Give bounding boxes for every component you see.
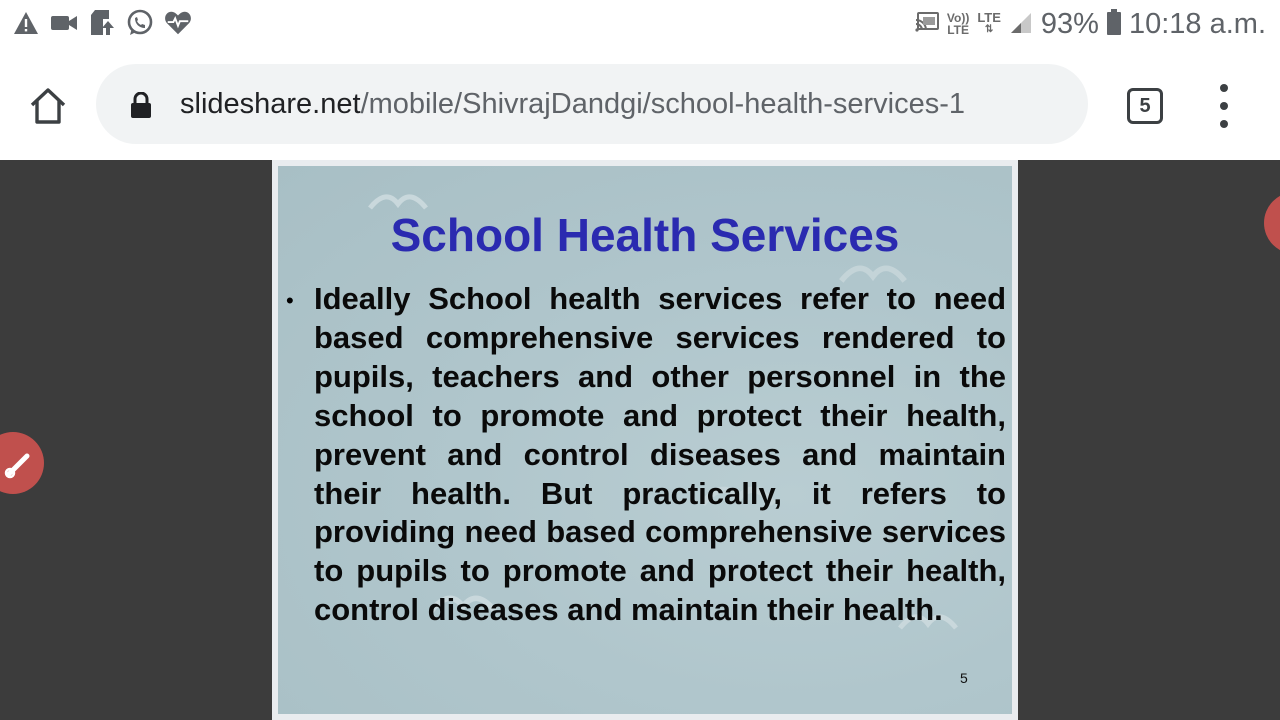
slide-page-number: 5 — [960, 670, 968, 686]
video-camera-icon — [50, 9, 78, 37]
volte-label: Vo)) — [946, 11, 970, 25]
signal-icon — [1009, 10, 1033, 39]
slide-frame — [272, 160, 1018, 720]
slide[interactable] — [278, 166, 1012, 714]
whatsapp-icon — [126, 9, 154, 37]
slide-body-text: Ideally School health services refer to need based comprehensive services rendered to pupils, teachers and other personnel in the school to promote and protect their health, prevent and control diseases and maintain their health. But practically, it refers to providing need based comprehensive services to pupils to promote and protect their health, control diseases and maintain their health. — [314, 281, 1006, 628]
url-path: /mobile/ShivrajDandgi/school-health-services-1 — [360, 88, 966, 120]
cast-icon — [915, 11, 939, 38]
warning-icon — [12, 9, 40, 37]
clock: 10:18 a.m. — [1128, 7, 1266, 40]
battery-percent: 93% — [1040, 7, 1099, 40]
status-bar — [0, 0, 1280, 48]
menu-dot-icon — [1220, 120, 1228, 128]
tab-count: 5 — [1139, 94, 1151, 117]
bullet-icon: • — [286, 288, 294, 313]
lte-indicator — [977, 12, 1001, 36]
battery-icon — [1107, 9, 1121, 40]
tab-switcher-button[interactable] — [1127, 88, 1163, 124]
more-options-button[interactable] — [1208, 84, 1240, 128]
url-text[interactable] — [180, 86, 1068, 126]
edit-button[interactable] — [0, 432, 44, 494]
home-icon — [28, 87, 68, 125]
side-action-button[interactable] — [1264, 192, 1280, 254]
volte-lte-label: LTE — [947, 23, 969, 37]
menu-dot-icon — [1220, 102, 1228, 110]
home-button[interactable] — [24, 82, 72, 130]
sd-card-upload-icon — [88, 9, 116, 37]
browser-toolbar — [0, 48, 1280, 160]
volte-indicator — [947, 12, 969, 36]
address-bar[interactable] — [96, 64, 1088, 144]
menu-dot-icon — [1220, 84, 1228, 92]
lte-label: LTE — [977, 10, 1001, 25]
url-host: slideshare.net — [180, 88, 361, 120]
system-status — [915, 6, 1266, 42]
pencil-icon — [3, 446, 37, 480]
notification-icons — [12, 8, 192, 38]
slide-title: School Health Services — [390, 209, 900, 261]
lock-icon — [130, 92, 152, 123]
heart-pulse-icon — [164, 9, 192, 37]
slide-viewer[interactable] — [0, 160, 1280, 720]
data-arrows-icon: ⇅ — [984, 24, 994, 35]
